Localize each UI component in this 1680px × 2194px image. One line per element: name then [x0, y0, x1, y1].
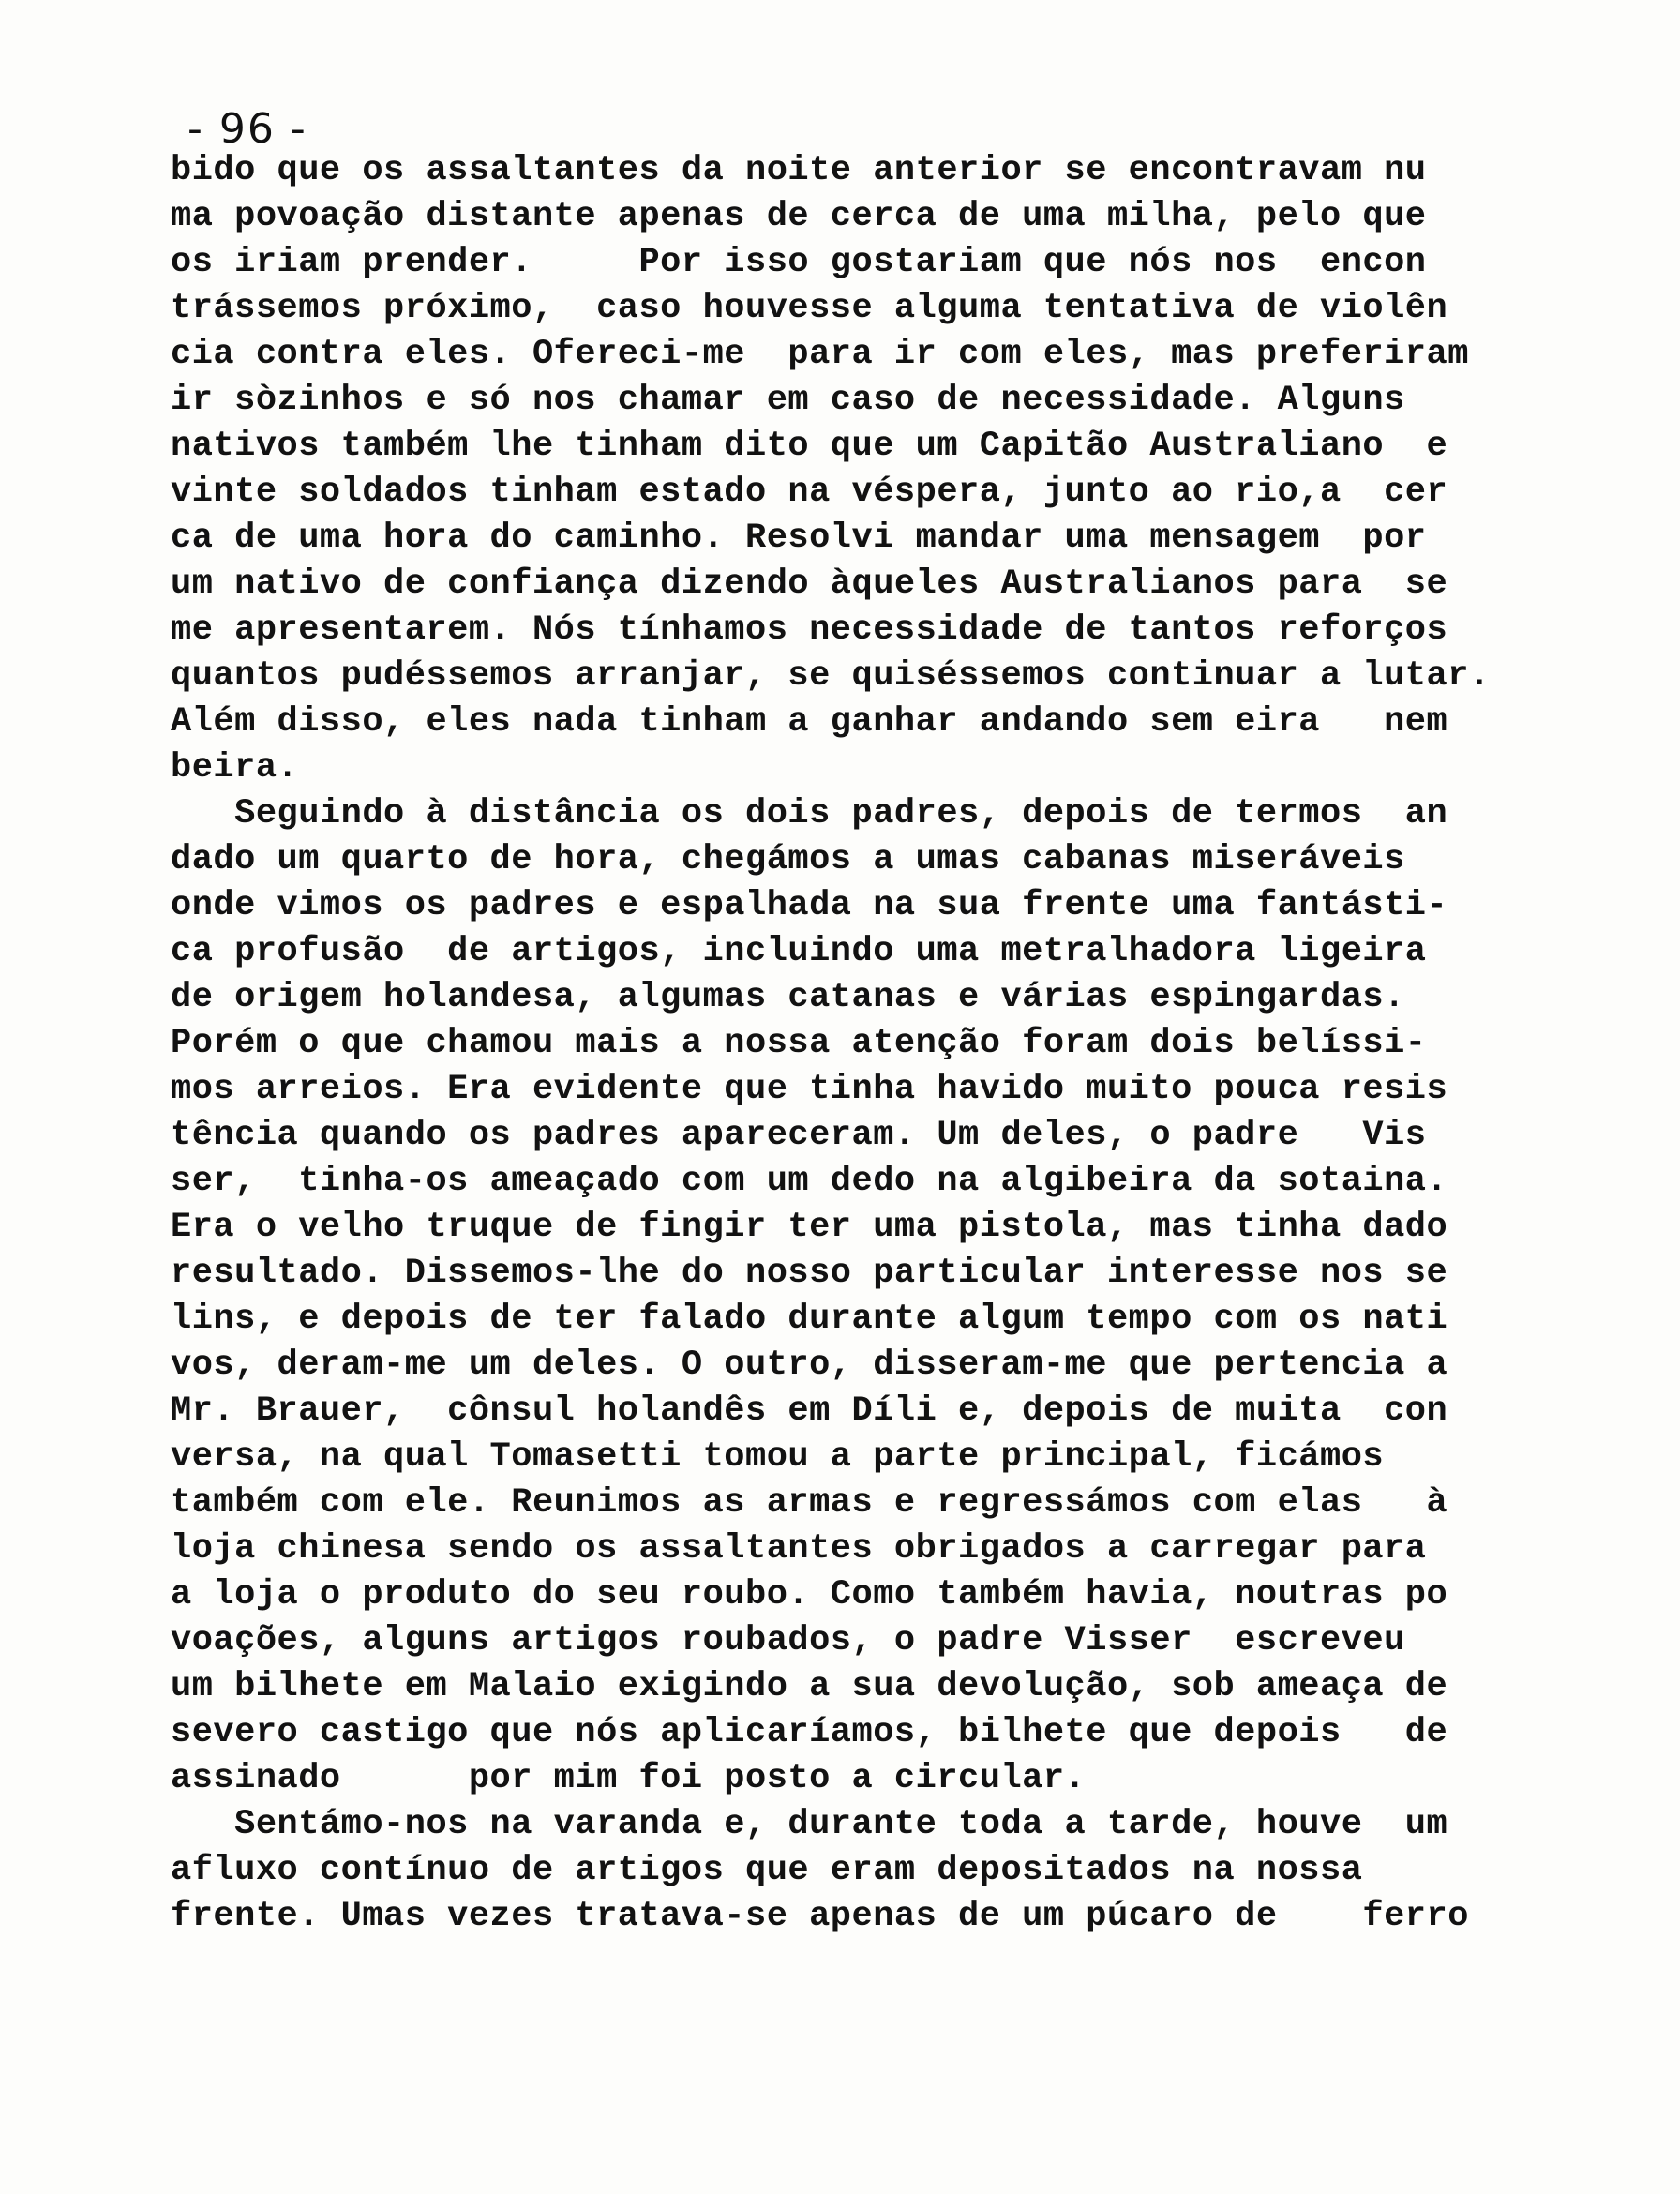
text-line: Porém o que chamou mais a nossa atenção foram dois belíssi- — [171, 1024, 1427, 1063]
text-line: um bilhete em Malaio exigindo a sua devolução, sob ameaça de — [171, 1667, 1448, 1706]
text-line: de origem holandesa, algumas catanas e várias espingardas. — [171, 978, 1405, 1017]
text-line: vos, deram-me um deles. O outro, disseram-me que pertencia a — [171, 1345, 1448, 1385]
text-line: também com ele. Reunimos as armas e regressámos com elas à — [171, 1483, 1448, 1523]
text-line: Sentámo-nos na varanda e, durante toda a tarde, houve um — [171, 1805, 1448, 1844]
text-line: Mr. Brauer, cônsul holandês em Díli e, depois de muita con — [171, 1391, 1448, 1431]
text-line: dado um quarto de hora, chegámos a umas cabanas miseráveis — [171, 840, 1405, 879]
text-line: frente. Umas vezes tratava-se apenas de um púcaro de ferro — [171, 1897, 1469, 1936]
text-line: ca profusão de artigos, incluindo uma metralhadora ligeira — [171, 932, 1427, 971]
text-line: quantos pudéssemos arranjar, se quiséssemos continuar a lutar. — [171, 656, 1491, 696]
text-line: assinado por mim foi posto a circular. — [171, 1759, 1087, 1798]
text-line: ir sòzinhos e só nos chamar em caso de necessidade. Alguns — [171, 381, 1405, 420]
text-line: um nativo de confiança dizendo àqueles Australianos para se — [171, 564, 1448, 604]
text-line: versa, na qual Tomasetti tomou a parte principal, ficámos — [171, 1437, 1385, 1477]
body-text — [171, 148, 1586, 1940]
text-line: afluxo contínuo de artigos que eram depositados na nossa — [171, 1851, 1363, 1890]
text-line: bido que os assaltantes da noite anterior se encontravam nu — [171, 151, 1427, 190]
text-line: nativos também lhe tinham dito que um Capitão Australiano e — [171, 427, 1448, 466]
text-line: cia contra eles. Ofereci-me para ir com eles, mas preferiram — [171, 335, 1469, 374]
text-line: severo castigo que nós aplicaríamos, bilhete que depois de — [171, 1713, 1448, 1752]
text-line: Era o velho truque de fingir ter uma pistola, mas tinha dado — [171, 1208, 1448, 1247]
text-line: tência quando os padres apareceram. Um deles, o padre Vis — [171, 1116, 1427, 1155]
text-line: Seguindo à distância os dois padres, depois de termos an — [171, 794, 1448, 834]
text-line: beira. — [171, 748, 299, 788]
text-line: ma povoação distante apenas de cerca de uma milha, pelo que — [171, 197, 1427, 236]
text-line: loja chinesa sendo os assaltantes obrigados a carregar para — [171, 1529, 1427, 1569]
text-line: a loja o produto do seu roubo. Como também havia, noutras po — [171, 1575, 1448, 1615]
text-line: onde vimos os padres e espalhada na sua frente uma fantásti- — [171, 886, 1448, 925]
text-line: vinte soldados tinham estado na véspera, junto ao rio,a cer — [171, 473, 1448, 512]
text-line: ser, tinha-os ameaçado com um dedo na algibeira da sotaina. — [171, 1162, 1448, 1201]
text-line: os iriam prender. Por isso gostariam que nós nos encon — [171, 243, 1427, 282]
text-line: voações, alguns artigos roubados, o padre Visser escreveu — [171, 1621, 1405, 1661]
text-line: resultado. Dissemos-lhe do nosso particular interesse nos se — [171, 1254, 1448, 1293]
text-line: mos arreios. Era evidente que tinha havido muito pouca resis — [171, 1070, 1448, 1109]
text-line: lins, e depois de ter falado durante algum tempo com os nati — [171, 1300, 1448, 1339]
page-number: - 96 - — [188, 105, 308, 153]
text-line: trássemos próximo, caso houvesse alguma tentativa de violên — [171, 289, 1448, 328]
text-line: ca de uma hora do caminho. Resolvi mandar uma mensagem por — [171, 518, 1427, 558]
text-line: me apresentarem. Nós tínhamos necessidade de tantos reforços — [171, 610, 1448, 650]
text-line: Além disso, eles nada tinham a ganhar andando sem eira nem — [171, 702, 1448, 742]
